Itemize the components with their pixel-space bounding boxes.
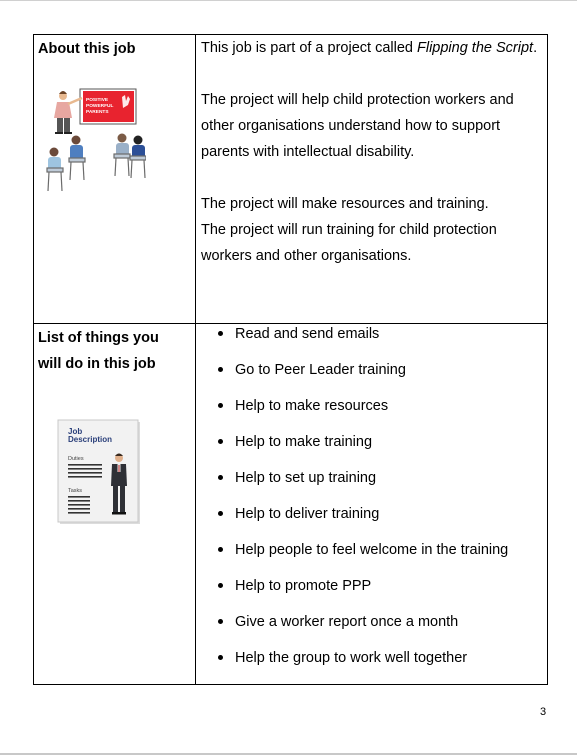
list-item: Help to make training <box>218 432 547 468</box>
list-item: Go to Peer Leader training <box>218 360 547 396</box>
about-para3-line1: The project will make resources and training. <box>201 196 489 212</box>
presentation-audience-icon <box>46 88 146 192</box>
about-heading: About this job <box>38 41 136 57</box>
doc-title-line2: Description <box>68 435 113 444</box>
screen-text-1: POSITIVE <box>86 98 109 103</box>
about-content-cell <box>196 35 548 324</box>
doc-label-tasks: Tasks <box>68 488 83 494</box>
duties-heading <box>34 324 195 377</box>
about-paragraph-2: The project will help child protection workers and other organisations understand how to support parents with intellectual disability. <box>201 92 514 160</box>
list-item: Help people to feel welcome in the training <box>218 540 547 576</box>
audience <box>47 134 146 192</box>
duties-heading-line2: will do in this job <box>38 356 156 372</box>
list-item: Help to set up training <box>218 468 547 504</box>
about-paragraph-1 <box>201 35 541 61</box>
list-item: Help to promote PPP <box>218 576 547 612</box>
duties-heading-line1: List of things you <box>38 330 159 346</box>
list-item: Read and send emails <box>218 324 547 360</box>
about-para1-suffix: . <box>533 40 538 56</box>
list-item: Help to deliver training <box>218 504 547 540</box>
about-text <box>196 35 547 269</box>
job-description-document-icon <box>56 418 144 528</box>
page-top-rule <box>0 0 577 1</box>
about-para1-prefix: This job is part of a project called <box>201 40 417 56</box>
about-para3-line2: The project will run training for child protection workers and other organisations. <box>201 222 497 264</box>
duties-content-cell <box>196 324 548 685</box>
screen-text-2: POWERFUL <box>86 104 114 109</box>
doc-label-duties: Duties <box>68 456 84 462</box>
project-title: Flipping the Script <box>417 40 534 56</box>
list-item: Help the group to work well together <box>218 648 547 684</box>
list-item: Give a worker report once a month <box>218 612 547 648</box>
about-paragraph-3 <box>201 191 541 269</box>
list-item: Help to make resources <box>218 396 547 432</box>
screen-text-3: PARENTS <box>86 110 109 115</box>
duties-list <box>196 324 547 684</box>
page-number: 3 <box>539 706 547 718</box>
doc-title-line1: Job <box>68 427 83 436</box>
